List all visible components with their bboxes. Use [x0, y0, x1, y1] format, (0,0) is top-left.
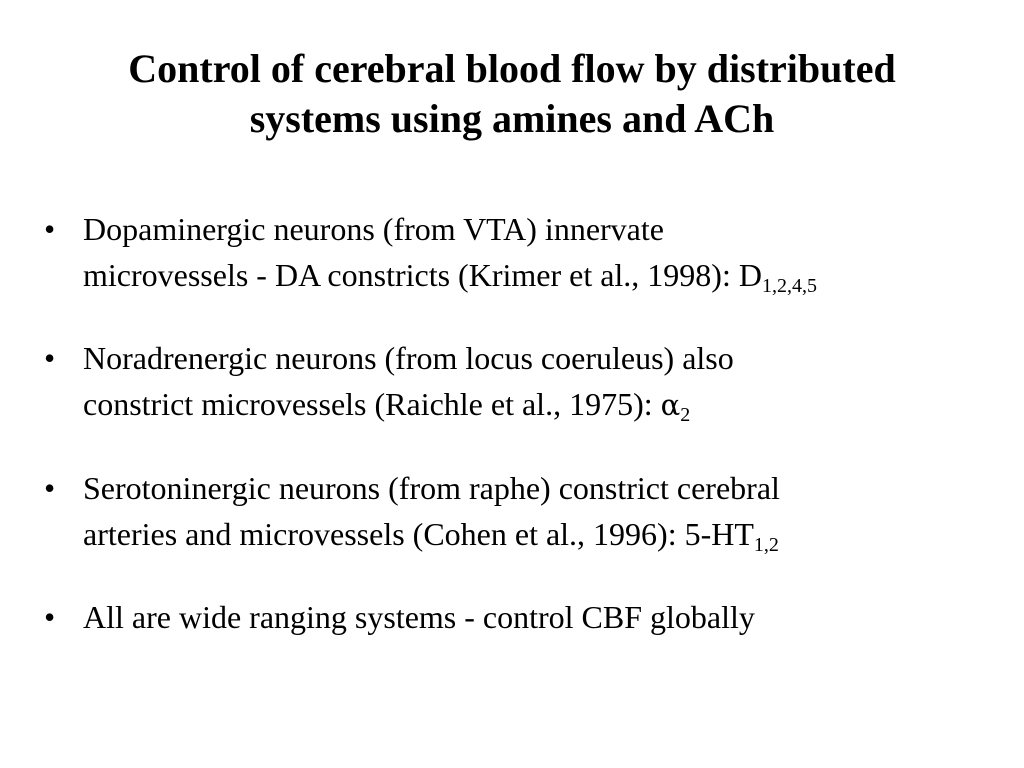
bullet-icon: • — [44, 211, 56, 247]
bullet-item-summary — [40, 594, 1010, 640]
bullet-icon: • — [44, 470, 56, 506]
bullet-text-line: Serotoninergic neurons (from raphe) constrict cerebral — [83, 470, 780, 506]
bullet-icon: • — [44, 340, 56, 376]
slide-title-line-1: Control of cerebral blood flow by distributed — [128, 46, 896, 91]
bullet-text-line: Noradrenergic neurons (from locus coeruleus) also — [83, 340, 734, 376]
receptor-subscript: 1,2,4,5 — [761, 275, 817, 297]
bullet-item-serotoninergic — [40, 465, 1010, 557]
slide-title-line-2: systems using amines and ACh — [249, 96, 775, 141]
bullet-text: arteries and microvessels (Cohen et al., 1996): 5-HT — [83, 516, 754, 552]
bullet-text-line — [83, 511, 1010, 557]
bullet-text: constrict microvessels (Raichle et al., 1975): — [83, 386, 661, 422]
bullet-text-line: Dopaminergic neurons (from VTA) innervate — [83, 211, 664, 247]
bullet-item-dopaminergic — [40, 206, 1010, 298]
bullet-text-line: All are wide ranging systems - control CBF globally — [83, 599, 755, 635]
bullet-text: microvessels - DA constricts (Krimer et al., 1998): D — [83, 257, 762, 293]
bullet-icon: • — [44, 599, 56, 635]
bullet-list — [40, 206, 1010, 640]
bullet-text-line — [83, 252, 1010, 298]
bullet-text-line — [83, 381, 1010, 428]
receptor-subscript: 2 — [680, 404, 691, 426]
receptor-subscript: 1,2 — [753, 534, 779, 556]
bullet-item-noradrenergic — [40, 335, 1010, 428]
slide-title — [40, 44, 984, 144]
alpha-symbol: α — [660, 388, 681, 422]
